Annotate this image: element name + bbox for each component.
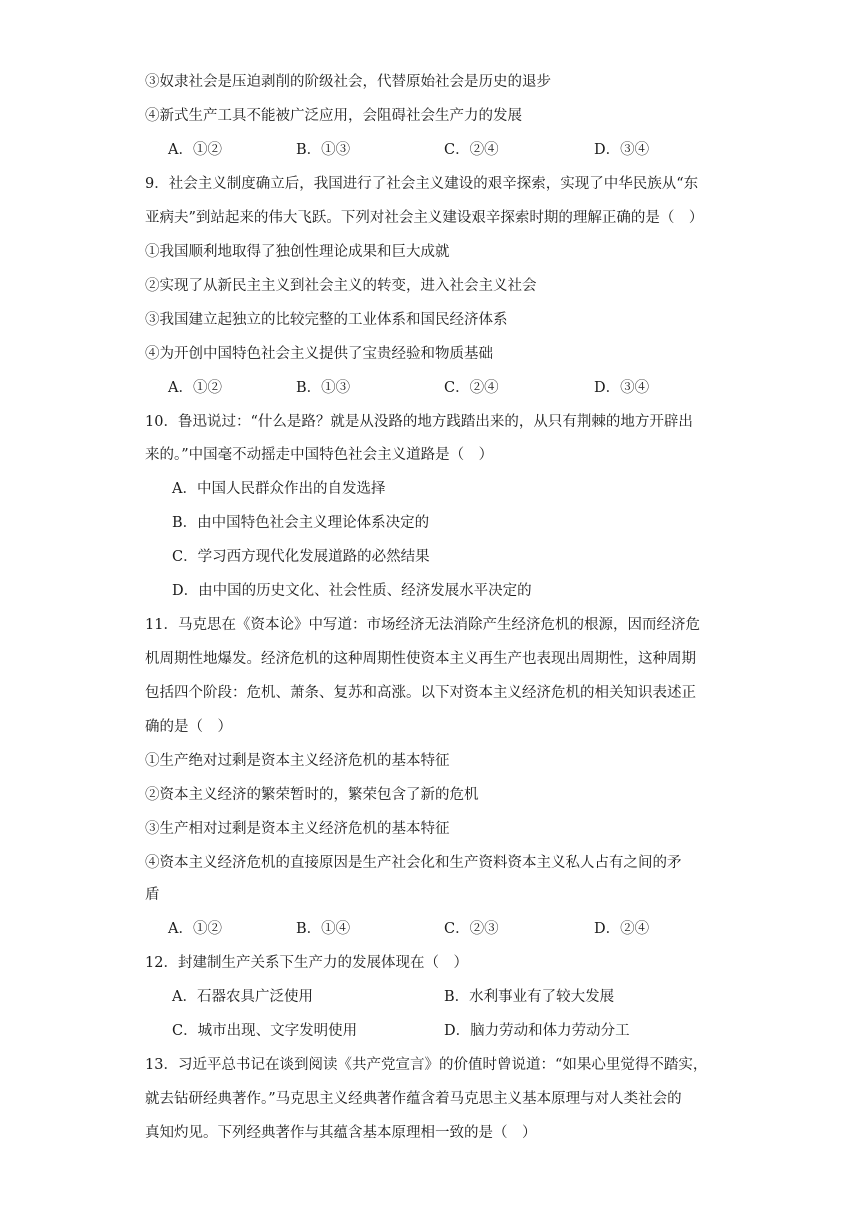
q9-stem-line-1: 9．社会主义制度确立后，我国进行了社会主义建设的艰辛探索，实现了中华民族从“东 bbox=[145, 176, 699, 192]
q12-option-c[interactable]: C．城市出现、文字发明使用 bbox=[172, 1023, 358, 1039]
q8-option-b[interactable]: B．①③ bbox=[296, 142, 351, 158]
q8-option-a[interactable]: A．①② bbox=[168, 142, 222, 158]
q13-stem-line-3: 真知灼见。下列经典著作与其蕴含基本原理相一致的是（ ） bbox=[145, 1125, 537, 1141]
q12-option-b[interactable]: B．水利事业有了较大发展 bbox=[444, 989, 615, 1005]
q11-item-4-line-1: ④资本主义经济危机的直接原因是生产社会化和生产资料资本主义私人占有之间的矛 bbox=[145, 855, 682, 871]
q9-option-d[interactable]: D．③④ bbox=[594, 380, 650, 396]
q8-option-c[interactable]: C．②④ bbox=[444, 142, 499, 158]
q9-item-3: ③我国建立起独立的比较完整的工业体系和国民经济体系 bbox=[145, 312, 508, 328]
q10-option-a[interactable]: A．中国人民群众作出的自发选择 bbox=[172, 481, 386, 497]
q11-item-4-line-2: 盾 bbox=[145, 887, 160, 903]
q10-option-d[interactable]: D．由中国的历史文化、社会性质、经济发展水平决定的 bbox=[172, 583, 532, 599]
q9-stem-line-2: 亚病夫”到站起来的伟大飞跃。下列对社会主义建设艰辛探索时期的理解正确的是（ ） bbox=[145, 210, 704, 226]
q11-option-a[interactable]: A．①② bbox=[168, 921, 222, 937]
q9-item-4: ④为开创中国特色社会主义提供了宝贵经验和物质基础 bbox=[145, 346, 493, 362]
q11-option-b[interactable]: B．①④ bbox=[296, 921, 351, 937]
q9-option-a[interactable]: A．①② bbox=[168, 380, 222, 396]
q8-item-3: ③奴隶社会是压迫剥削的阶级社会，代替原始社会是历史的退步 bbox=[145, 74, 551, 90]
q11-stem-line-2: 机周期性地爆发。经济危机的这种周期性使资本主义再生产也表现出周期性，这种周期 bbox=[145, 651, 696, 667]
q10-stem-line-1: 10．鲁迅说过：“什么是路？就是从没路的地方践踏出来的，从只有荆棘的地方开辟出 bbox=[145, 414, 693, 430]
q10-option-b[interactable]: B．由中国特色社会主义理论体系决定的 bbox=[172, 515, 430, 531]
q10-stem-line-2: 来的。”中国毫不动摇走中国特色社会主义道路是（ ） bbox=[145, 447, 494, 463]
q11-item-3: ③生产相对过剩是资本主义经济危机的基本特征 bbox=[145, 821, 450, 837]
q12-option-d[interactable]: D．脑力劳动和体力劳动分工 bbox=[444, 1023, 630, 1039]
q8-option-d[interactable]: D．③④ bbox=[594, 142, 650, 158]
q9-option-c[interactable]: C．②④ bbox=[444, 380, 499, 396]
q9-option-b[interactable]: B．①③ bbox=[296, 380, 351, 396]
q11-option-d[interactable]: D．②④ bbox=[594, 921, 650, 937]
q8-item-4: ④新式生产工具不能被广泛应用，会阻碍社会生产力的发展 bbox=[145, 108, 522, 124]
q11-stem-line-4: 确的是（ ） bbox=[145, 719, 232, 735]
q11-item-1: ①生产绝对过剩是资本主义经济危机的基本特征 bbox=[145, 753, 450, 769]
q11-option-c[interactable]: C．②③ bbox=[444, 921, 499, 937]
q11-stem-line-3: 包括四个阶段：危机、萧条、复苏和高涨。以下对资本主义经济危机的相关知识表述正 bbox=[145, 685, 696, 701]
q11-item-2: ②资本主义经济的繁荣暂时的，繁荣包含了新的危机 bbox=[145, 787, 479, 803]
q10-option-c[interactable]: C．学习西方现代化发展道路的必然结果 bbox=[172, 549, 430, 565]
q11-stem-line-1: 11．马克思在《资本论》中写道：市场经济无法消除产生经济危机的根源，因而经济危 bbox=[145, 617, 700, 633]
q9-item-2: ②实现了从新民主主义到社会主义的转变，进入社会主义社会 bbox=[145, 278, 537, 294]
q13-stem-line-1: 13．习近平总书记在谈到阅读《共产党宣言》的价值时曾说道：“如果心里觉得不踏实， bbox=[145, 1057, 708, 1073]
q12-option-a[interactable]: A．石器农具广泛使用 bbox=[172, 989, 313, 1005]
q9-item-1: ①我国顺利地取得了独创性理论成果和巨大成就 bbox=[145, 244, 450, 260]
q12-stem: 12．封建制生产关系下生产力的发展体现在（ ） bbox=[145, 955, 468, 971]
q13-stem-line-2: 就去钻研经典著作。”马克思主义经典著作蕴含着马克思主义基本原理与对人类社会的 bbox=[145, 1091, 682, 1107]
